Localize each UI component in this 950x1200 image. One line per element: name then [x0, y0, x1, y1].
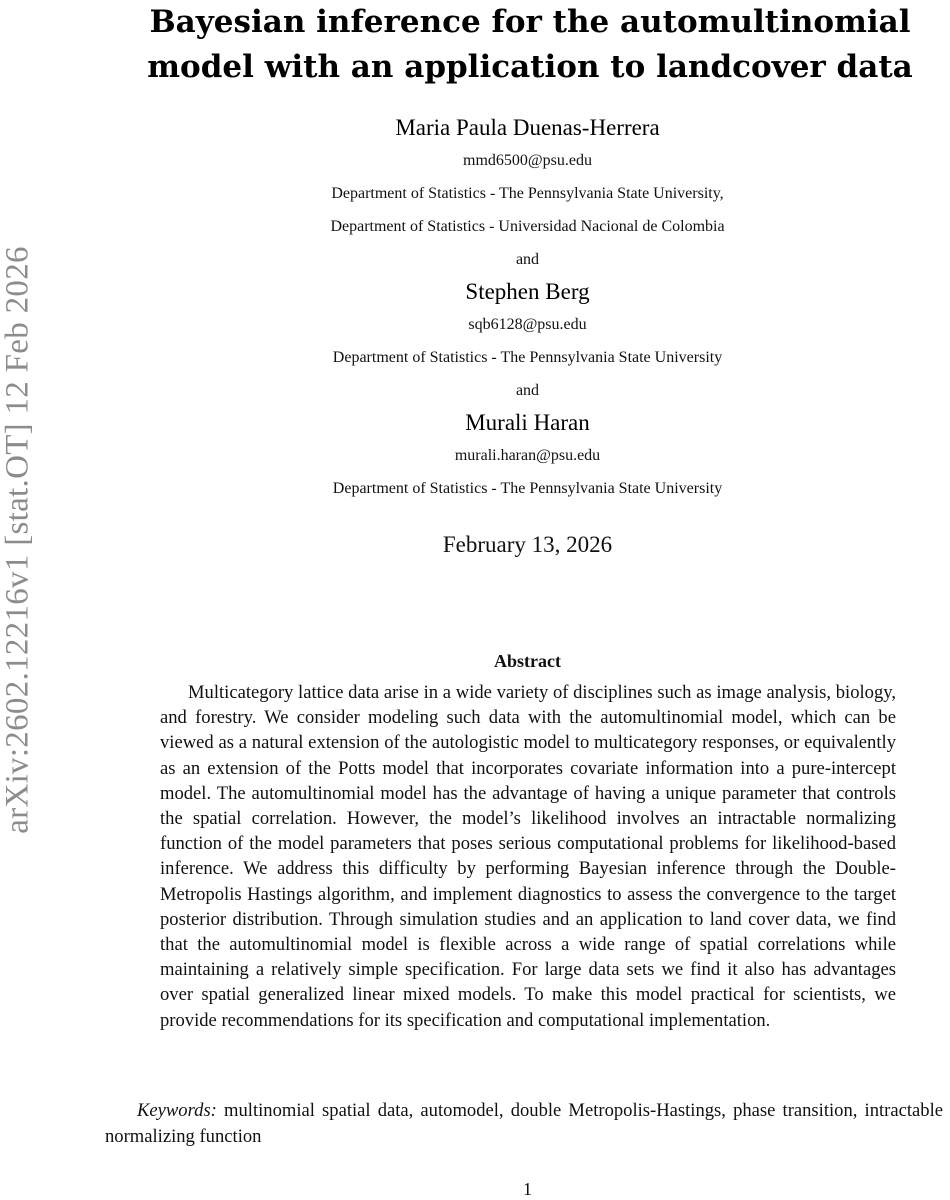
arxiv-identifier: arXiv:2602.12216v1 [stat.OT] 12 Feb 2026: [0, 246, 36, 834]
author-separator: and: [515, 251, 540, 268]
author-affiliation: Department of Statistics - Universidad Nacional de Colombia: [330, 218, 725, 235]
arxiv-stamp: [0, 0, 40, 1200]
author-name: Murali Haran: [465, 410, 590, 435]
abstract-body: Multicategory lattice data arise in a wide variety of disciplines such as image analysis, biology, and forestry. We consider modeling such data with the automultinomial model, which can be viewed as a natural extension of the autologistic model to multicategory responses, or equivalently as an extension of the Potts model that incorporates covariate information into a pure-intercept model. The automultinomial model has the advantage of having a unique parameter that controls the spatial correlation. However, the model’s likelihood involves an intractable normalizing function of the model parameters that poses serious computational problems for likelihood-based inference. We address this difficulty by performing Bayesian inference through the Double-Metropolis Hastings algorithm, and implement diagnostics to assess the convergence to the target posterior distribution. Through simulation studies and an application to land cover data, we find that the automultinomial model is flexible across a wide range of spatial correlations while maintaining a relatively simple specification. For large data sets we find it also has advantages over spatial generalized linear mixed models. To make this model practical for scientists, we provide recommendations for its specification and computational implementation.: [160, 682, 896, 1031]
paper-title: [95, 0, 950, 90]
keywords: [105, 1098, 943, 1149]
title-line-1: Bayesian inference for the automultinomial: [149, 4, 911, 40]
author-name: Maria Paula Duenas-Herrera: [395, 115, 660, 140]
abstract-heading: Abstract: [494, 651, 561, 671]
author-affiliation: Department of Statistics - The Pennsylvania State University,: [331, 185, 724, 202]
author-affiliation: Department of Statistics - The Pennsylvania State University: [332, 480, 723, 497]
author-block: [95, 112, 950, 505]
author-email: mmd6500@psu.edu: [463, 152, 592, 169]
title-line-2: model with an application to landcover data: [147, 49, 913, 85]
author-separator: and: [515, 382, 540, 399]
keywords-label: Keywords:: [137, 1100, 217, 1121]
keywords-text: multinomial spatial data, automodel, double Metropolis-Hastings, phase transition, intractable normalizing function: [105, 1100, 943, 1147]
publication-date: February 13, 2026: [442, 532, 613, 557]
author-name: Stephen Berg: [465, 279, 590, 304]
page-number: 1: [523, 1179, 532, 1199]
author-email: sqb6128@psu.edu: [468, 316, 587, 333]
author-affiliation: Department of Statistics - The Pennsylvania State University: [332, 349, 723, 366]
author-email: murali.haran@psu.edu: [454, 447, 601, 464]
